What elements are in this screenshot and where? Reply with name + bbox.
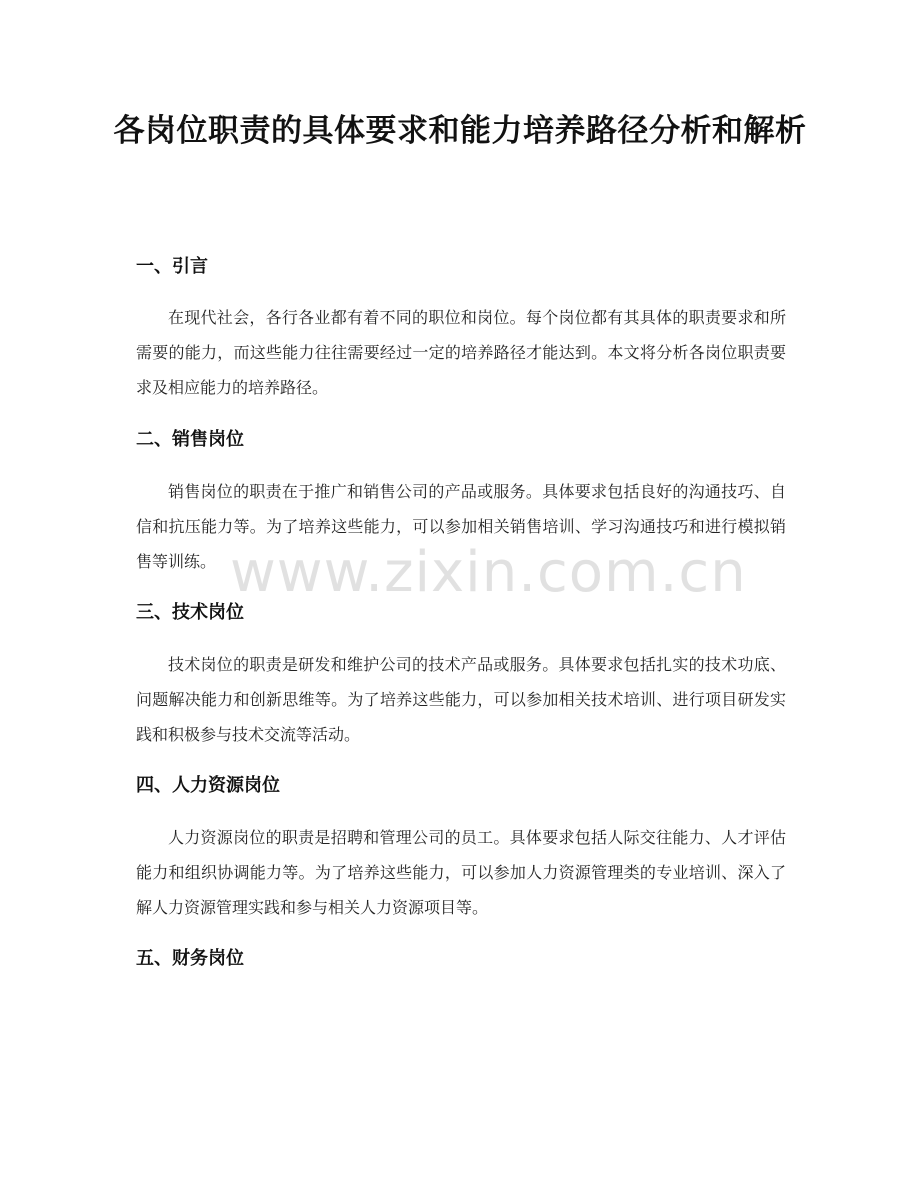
section-heading-finance: 五、财务岗位	[136, 948, 244, 969]
document-title: 各岗位职责的具体要求和能力培养路径分析和解析	[113, 113, 807, 149]
section-body-sales: 销售岗位的职责在于推广和销售公司的产品或服务。具体要求包括良好的沟通技巧、自信和抗压能力等。为了培养这些能力，可以参加相关销售培训、学习沟通技巧和进行模拟销售等训练。	[136, 482, 786, 571]
section-heading-sales: 二、销售岗位	[136, 429, 244, 450]
section-heading-introduction: 一、引言	[136, 256, 208, 277]
section-heading-technical: 三、技术岗位	[136, 602, 244, 623]
section-body-introduction: 在现代社会，各行各业都有着不同的职位和岗位。每个岗位都有其具体的职责要求和所需要的能力，而这些能力往往需要经过一定的培养路径才能达到。本文将分析各岗位职责要求及相应能力的培养路径。	[136, 308, 786, 397]
section-body-hr: 人力资源岗位的职责是招聘和管理公司的员工。具体要求包括人际交往能力、人才评估能力和组织协调能力等。为了培养这些能力，可以参加人力资源管理类的专业培训、深入了解人力资源管理实践和参与相关人力资源项目等。	[136, 828, 786, 917]
section-body-technical: 技术岗位的职责是研发和维护公司的技术产品或服务。具体要求包括扎实的技术功底、问题解决能力和创新思维等。为了培养这些能力，可以参加相关技术培训、进行项目研发实践和积极参与技术交流等活动。	[136, 655, 786, 744]
watermark: www.zixin.com.cn	[230, 540, 747, 605]
section-heading-hr: 四、人力资源岗位	[136, 775, 280, 796]
